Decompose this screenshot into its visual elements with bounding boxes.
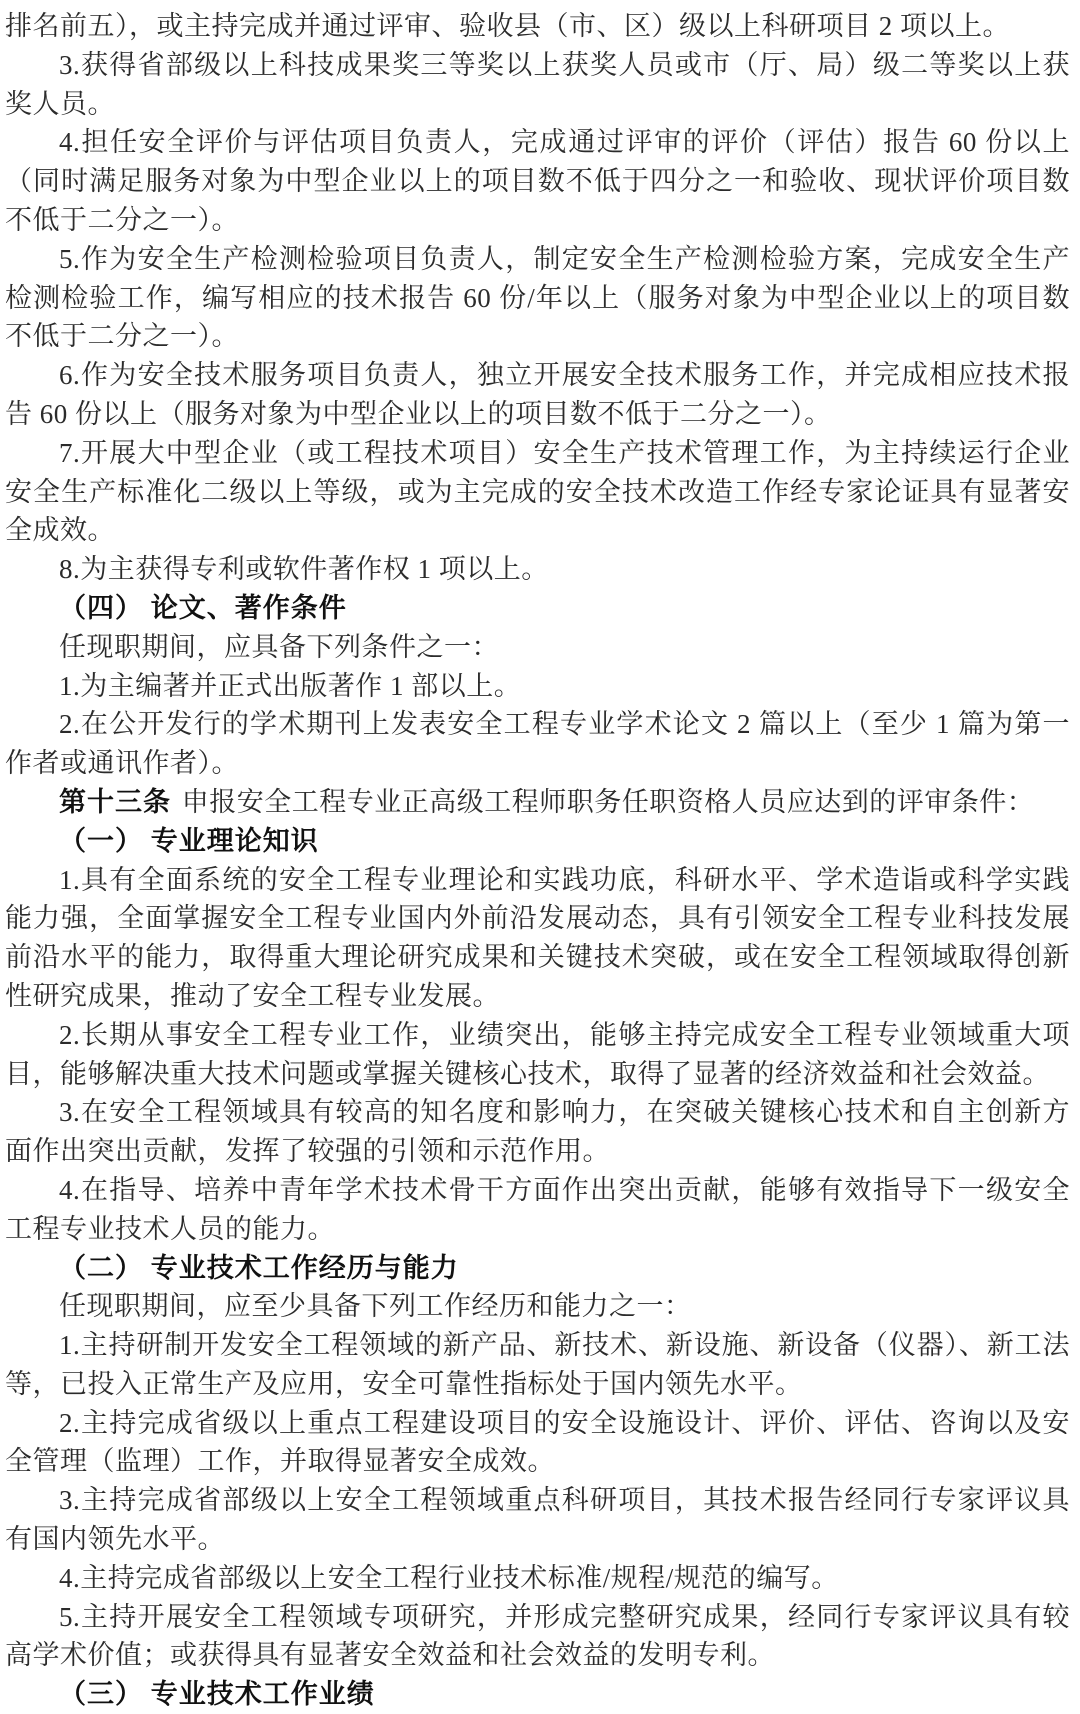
paragraph-paper-item-1: 1.为主编著并正式出版著作 1 部以上。 — [59, 670, 522, 701]
paragraph-exp-item-5: 5.主持开展安全工程领域专项研究，并形成完整研究成果，经同行专家评议具有较高学术价值；或获得具有显著安全效益和社会效益的发明专利。 — [5, 1601, 1070, 1671]
section-heading-1-theory: （一） 专业理论知识 — [59, 825, 319, 856]
paragraph-exp-item-1: 1.主持研制开发安全工程领域的新产品、新技术、新设施、新设备（仪器）、新工法等，已投入正常生产及应用，安全可靠性指标处于国内领先水平。 — [5, 1330, 1070, 1399]
paragraph-theory-item-4: 4.在指导、培养中青年学术技术骨干方面作出突出贡献，能够有效指导下一级安全工程专业技术人员的能力。 — [5, 1174, 1070, 1244]
article-13-label: 第十三条 — [59, 786, 171, 817]
paragraph-item-7: 7.开展大中型企业（或工程技术项目）安全生产技术管理工作，为主持续运行企业安全生产标准化二级以上等级，或为主完成的安全技术改造工作经专家论证具有显著安全成效。 — [5, 437, 1070, 546]
paragraph-intro-conditions: 任现职期间，应具备下列条件之一： — [59, 631, 499, 662]
paragraph-exp-item-4: 4.主持完成省部级以上安全工程行业技术标准/规程/规范的编写。 — [59, 1562, 839, 1593]
section-heading-4-papers: （四） 论文、著作条件 — [59, 592, 347, 623]
paragraph-theory-item-2: 2.长期从事安全工程专业工作，业绩突出，能够主持完成安全工程专业领域重大项目，能够解决重大技术问题或掌握关键核心技术，取得了显著的经济效益和社会效益。 — [5, 1019, 1070, 1089]
paragraph-item-6: 6.作为安全技术服务项目负责人，独立开展安全技术服务工作，并完成相应技术报告 60 份以上（服务对象为中型企业以上的项目数不低于二分之一）。 — [5, 360, 1070, 429]
section-heading-2-experience: （二） 专业技术工作经历与能力 — [59, 1252, 459, 1283]
article-13-text: 申报安全工程专业正高级工程师职务任职资格人员应达到的评审条件： — [181, 786, 1035, 817]
paragraph-exp-item-3: 3.主持完成省部级以上安全工程领域重点科研项目，其技术报告经同行专家评议具有国内领先水平。 — [5, 1485, 1070, 1555]
section-heading-3-achievements: （三） 专业技术工作业绩 — [59, 1679, 375, 1710]
paragraph-item-5: 5.作为安全生产检测检验项目负责人，制定安全生产检测检验方案，完成安全生产检测检验工作，编写相应的技术报告 60 份/年以上（服务对象为中型企业以上的项目数不低于二分之一）。 — [5, 243, 1070, 352]
paragraph-item-8: 8.为主获得专利或软件著作权 1 项以上。 — [59, 554, 549, 585]
paragraph-continuation: 排名前五），或主持完成并通过评审、验收县（市、区）级以上科研项目 2 项以上。 — [5, 11, 1010, 41]
paragraph-theory-item-3: 3.在安全工程领域具有较高的知名度和影响力，在突破关键核心技术和自主创新方面作出突出贡献，发挥了较强的引领和示范作用。 — [5, 1097, 1070, 1167]
paragraph-exp-item-2: 2.主持完成省级以上重点工程建设项目的安全设施设计、评价、评估、咨询以及安全管理（监理）工作，并取得显著安全成效。 — [5, 1407, 1070, 1477]
paragraph-paper-item-2: 2.在公开发行的学术期刊上发表安全工程专业学术论文 2 篇以上（至少 1 篇为第一作者或通讯作者）。 — [5, 709, 1070, 779]
paragraph-theory-item-1: 1.具有全面系统的安全工程专业理论和实践功底，科研水平、学术造诣或科学实践能力强，全面掌握安全工程专业国内外前沿发展动态，具有引领安全工程专业科技发展前沿水平的能力，取得重大理论研究成果和关键技术突破，或在安全工程领域取得创新性研究成果，推动了安全工程专业发展。 — [5, 864, 1070, 1011]
paragraph-item-3: 3.获得省部级以上科技成果奖三等奖以上获奖人员或市（厅、局）级二等奖以上获奖人员。 — [5, 49, 1070, 119]
article-13-paragraph — [5, 783, 1070, 822]
paragraph-exp-intro: 任现职期间，应至少具备下列工作经历和能力之一： — [59, 1291, 692, 1322]
paragraph-item-4: 4.担任安全评价与评估项目负责人，完成通过评审的评价（评估）报告 60 份以上（同时满足服务对象为中型企业以上的项目数不低于四分之一和验收、现状评价项目数不低于二分之一）。 — [5, 127, 1070, 235]
